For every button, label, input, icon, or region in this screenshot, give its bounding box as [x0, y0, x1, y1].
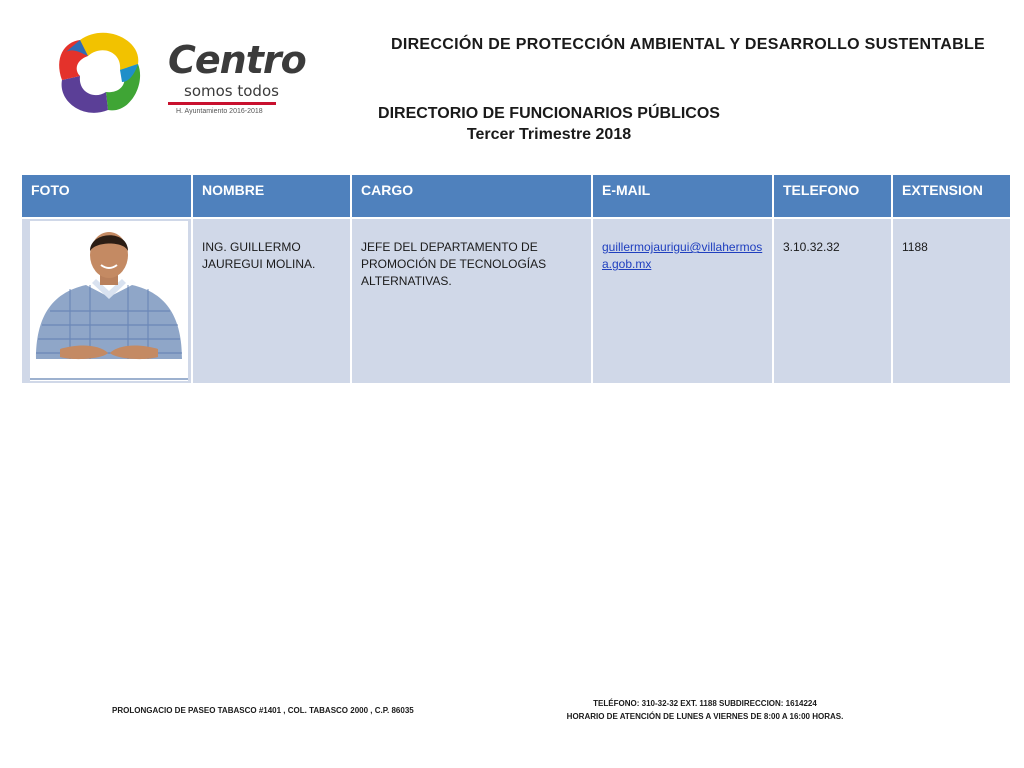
logo-administration: H. Ayuntamiento 2016-2018 [176, 108, 263, 115]
official-photo [30, 221, 188, 381]
column-header-email: E-MAIL [592, 174, 773, 218]
table-row [21, 218, 1011, 384]
name-cell: ING. GUILLERMO JAUREGUI MOLINA. [192, 218, 351, 384]
phone-cell: 3.10.32.32 [773, 218, 892, 384]
page-title: DIRECTORIO DE FUNCIONARIOS PÚBLICOS [378, 105, 720, 122]
directory-table [20, 173, 1012, 385]
footer-hours-line: HORARIO DE ATENCIÓN DE LUNES A VIERNES DE 8:00 A 16:00 HORAS. [566, 712, 844, 721]
column-header-telefono: TELEFONO [773, 174, 892, 218]
extension-cell: 1188 [892, 218, 1011, 384]
department-heading: DIRECCIÓN DE PROTECCIÓN AMBIENTAL Y DESARROLLO SUSTENTABLE [390, 36, 985, 53]
logo-tagline: somos todos [184, 82, 279, 100]
column-header-nombre: NOMBRE [192, 174, 351, 218]
column-header-foto: FOTO [21, 174, 192, 218]
footer-address: PROLONGACIO DE PASEO TABASCO #1401 , COL. TABASCO 2000 , C.P. 86035 [112, 706, 414, 715]
position-cell: JEFE DEL DEPARTAMENTO DE PROMOCIÓN DE TECNOLOGÍAS ALTERNATIVAS. [351, 218, 592, 384]
footer-phone-line: TELÉFONO: 310-32-32 EXT. 1188 SUBDIRECCION: 1614224 [593, 699, 817, 708]
logo-brand-text: Centro [168, 38, 306, 82]
email-cell [592, 218, 773, 384]
photo-cell [21, 218, 192, 384]
page-period: Tercer Trimestre 2018 [466, 126, 632, 143]
table-header-row [21, 174, 1011, 218]
column-header-cargo: CARGO [351, 174, 592, 218]
column-header-extension: EXTENSION [892, 174, 1011, 218]
footer-contact [540, 697, 870, 723]
email-link[interactable]: guillermojaurigui@villahermosa.gob.mx [602, 240, 763, 271]
